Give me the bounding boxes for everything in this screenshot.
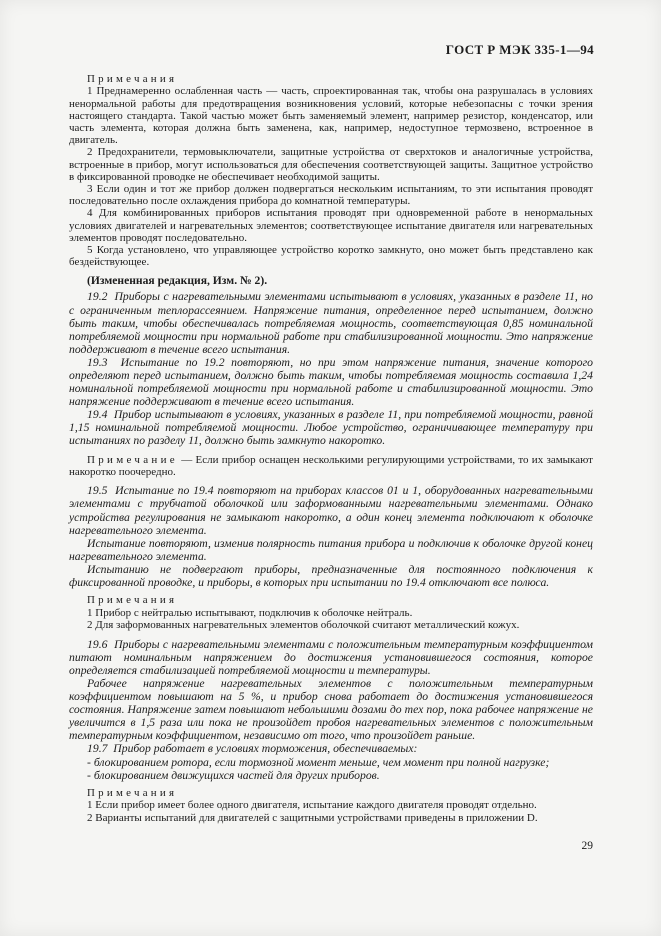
note-19-7-1: 1 Если прибор имеет более одного двигателя, испытание каждого двигателя проводят отдельно. [87, 799, 537, 812]
notes-heading-1: Примечания [87, 73, 178, 85]
note-1-5: 5 Когда установлено, что управляющее устройство коротко замкнуто, оно может быть представлено как бездействующее. [69, 244, 593, 269]
clause-19-5-para-3: Испытанию не подвергают приборы, предназначенные для постоянного подключения к фиксированной проводке, и приборы, в которых при испытании по 19.4 отключают все полюса. [69, 562, 593, 590]
clause-19-4: 19.4 Прибор испытывают в условиях, указанных в разделе 11, при потребляемой мощности, равной 1,15 номинальной потребляемой мощности. Любое устройство, ограничивающее температуру при испытаниях по разделу 11, должно быть замкнуто накоротко. [69, 408, 593, 448]
note-19-5-1: 1 Прибор с нейтралью испытывают, подключив к оболочке нейтраль. [87, 606, 413, 619]
note-19-4: Примечание — Если прибор оснащен несколькими регулирующими устройствами, то их замыкают накоротко поочередно. [69, 453, 593, 478]
clause-19-3: 19.3 Испытание по 19.2 повторяют, но при этом напряжение питания, значение которого определяют перед испытанием, должно быть таким, чтобы потребляемая мощность составила 1,24 номинальной потребляемой мощности при нормальной работе и стабилизированной мощности. Это напряжение поддерживают в течение всего испытания. [69, 355, 593, 409]
document-body [69, 73, 593, 824]
page-number: 29 [581, 840, 593, 853]
document-title: ГОСТ Р МЭК 335-1—94 [445, 42, 594, 57]
amendment-note: (Измененная редакция, Изм. № 2). [87, 274, 268, 288]
note-19-4-label: Примечание [87, 453, 178, 466]
note-1-4: 4 Для комбинированных приборов испытания проводят при одновременной работе в ненормальных условиях двигателей и нагревательных элементов; соответствующее испытание двигателя или нагревательных элементов проводят последовательно. [69, 207, 593, 244]
note-1-1: 1 Преднамеренно ослабленная часть — часть, спроектированная так, чтобы она разрушалась в условиях ненормальной работы для предотвращения возникновения условий, которые небезопасны с точки зрения настоящего стандарта. Такой частью может быть заменяемый элемент, например резистор, конденсатор, или часть элемента, которая должна быть заменена, как, например, недоступное термозвено, встроенное в двигатель. [69, 85, 593, 147]
note-1-3: 3 Если один и тот же прибор должен подвергаться нескольким испытаниям, то эти испытания проводят последовательно после охлаждения прибора до комнатной температуры. [69, 183, 593, 208]
clause-19-7-item-2: - блокированием движущихся частей для других приборов. [87, 768, 380, 782]
clause-19-6-para-2: Рабочее напряжение нагревательных элементов с положительным температурным коэффициентом повышают на 5 %, и прибор снова работает до достижения установившегося состояния. Напряжение затем повышают небольшими дозами до тех пор, пока рабочее напряжение не увеличится в 1,5 раза или пока не произойдет пробоя нагревательных элементов с положительным температурным коэффициентом, независимо от того, что произойдет раньше. [69, 677, 593, 743]
notes-heading-3: Примечания [87, 786, 178, 799]
note-1-2: 2 Предохранители, термовыключатели, защитные устройства от сверхтоков и аналогичные устройства, встроенные в прибор, могут использоваться для обеспечения соответствующей защиты. Защитное устройство в фиксированной проводке не обеспечивает необходимой защиты. [69, 146, 593, 183]
note-19-5-2: 2 Для заформованных нагревательных элементов оболочкой считают металлический кожух. [87, 619, 520, 632]
clause-19-6: 19.6 Приборы с нагревательными элементами с положительным температурным коэффициентом питают номинальным напряжением до достижения установившегося состояния, которое определяется стабилизацией потребляемой мощности и температуры. [69, 637, 593, 677]
notes-heading-2: Примечания [87, 594, 178, 607]
clause-19-7-item-1: - блокированием ротора, если тормозной момент меньше, чем момент при полной нагрузке; [87, 755, 550, 769]
note-19-7-2: 2 Варианты испытаний для двигателей с защитными устройствами приведены в приложении D. [87, 811, 538, 824]
clause-19-7: 19.7 Прибор работает в условиях торможения, обеспечиваемых: [87, 742, 418, 756]
clause-19-2: 19.2 Приборы с нагревательными элементами испытывают в условиях, указанных в разделе 11, но с ограниченным теплорассеянием. Напряжение питания, определенное перед испытанием, должно быть таким, чтобы обеспечивалась потребляемая мощность, соответствующая 0,85 номинальной потребляемой мощности при нормальной работе при стабилизированной мощности. Это напряжение поддерживают в течение всего испытания. [69, 290, 593, 356]
clause-19-5: 19.5 Испытание по 19.4 повторяют на приборах классов 01 и 1, оборудованных нагревательными элементами с трубчатой оболочкой или заформованными нагревательными элементами. Однако устройства регулирования не замыкают накоротко, а один конец элемента подключают к оболочке нагревательного элемента. [69, 484, 593, 537]
clause-19-5-para-2: Испытание повторяют, изменив полярность питания прибора и подключив к оболочке другой конец нагревательного элемента. [69, 536, 593, 563]
